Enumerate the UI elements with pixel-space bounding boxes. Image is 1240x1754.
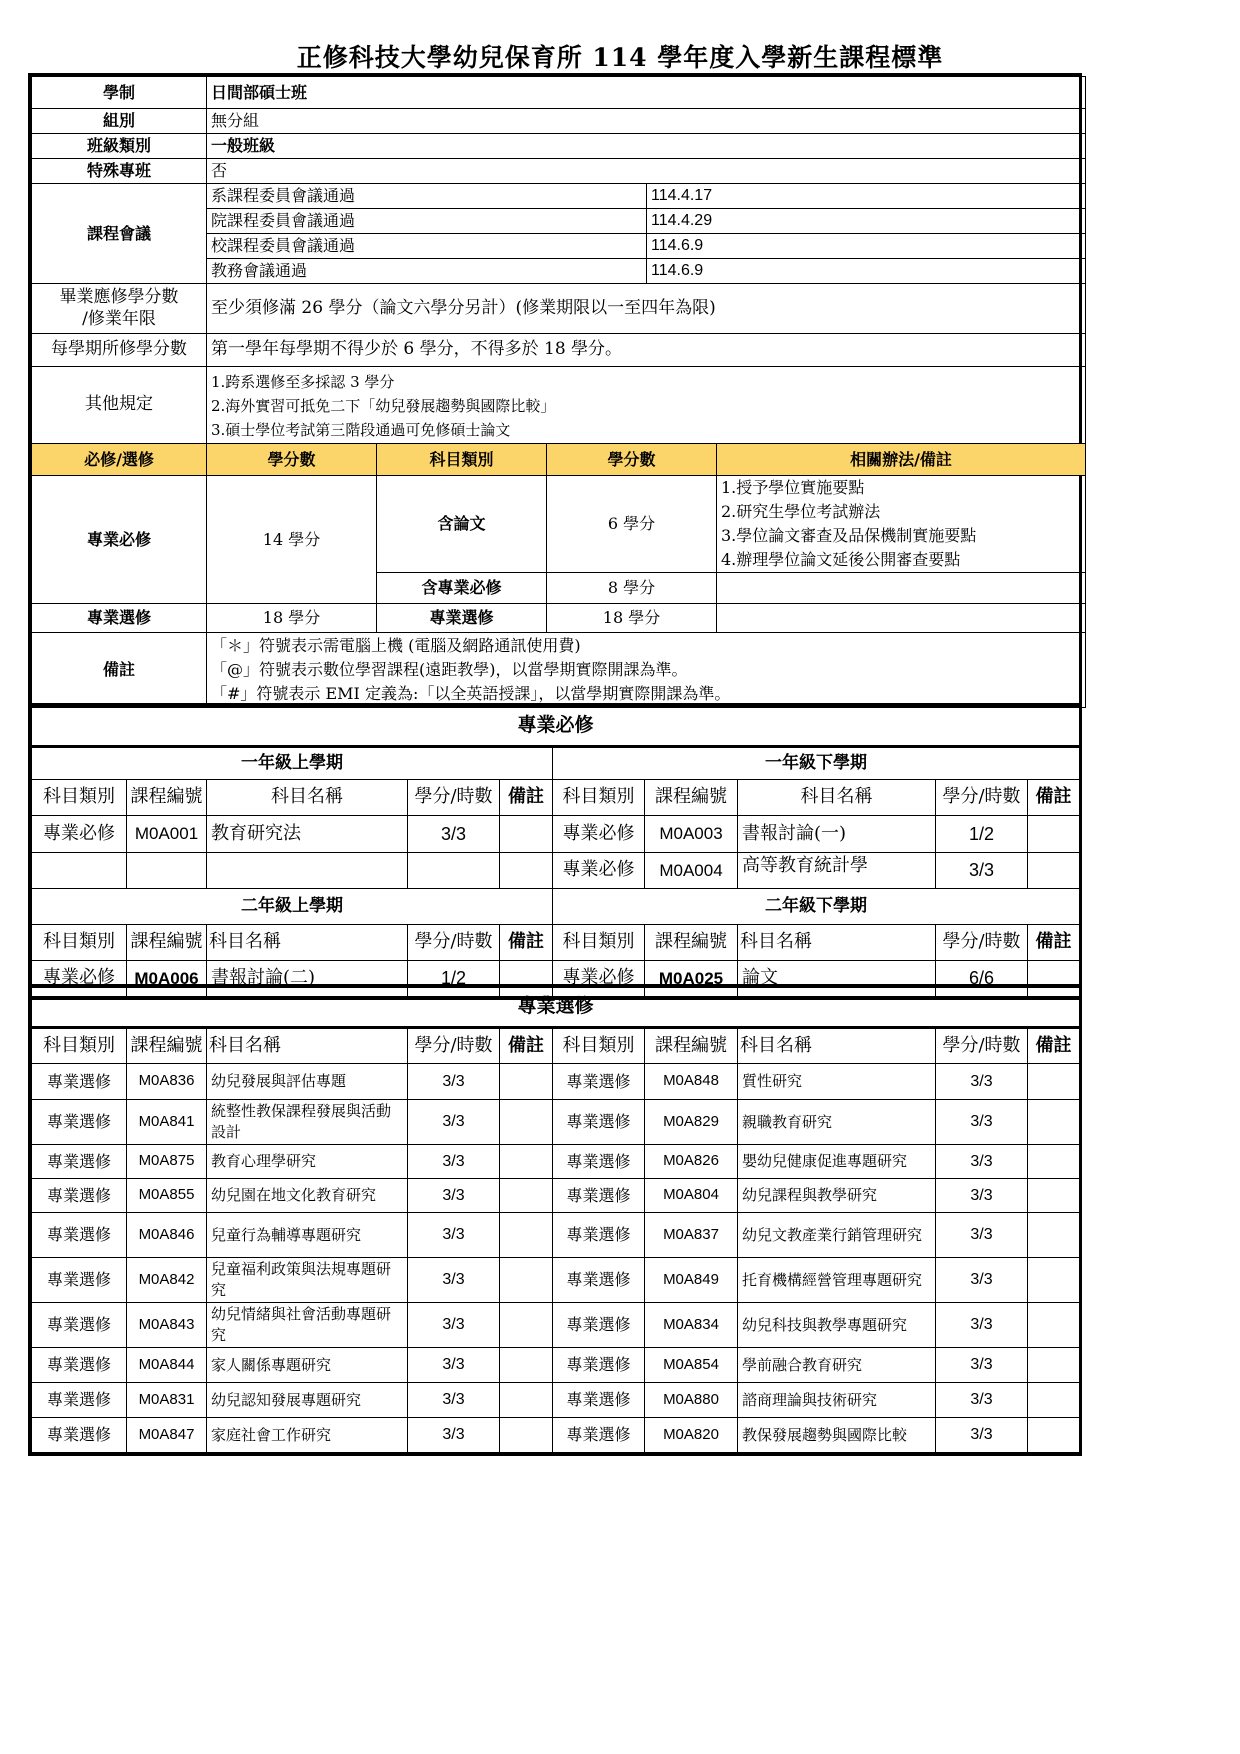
course-name: 幼兒園在地文化教育研究 bbox=[207, 1179, 408, 1213]
course-credits: 3/3 bbox=[936, 1064, 1028, 1100]
empty-cell bbox=[127, 853, 207, 889]
other-rule: 1.跨系選修至多採認 3 學分 bbox=[211, 372, 395, 391]
course-code: M0A849 bbox=[645, 1258, 738, 1303]
col-header: 課程編號 bbox=[645, 1028, 738, 1064]
course-row bbox=[32, 1258, 1080, 1303]
col-header: 課程編號 bbox=[127, 1028, 207, 1064]
y1-fall-title: 一年級上學期 bbox=[32, 747, 553, 780]
course-type: 專業選修 bbox=[32, 1064, 127, 1100]
summary-header: 相關辦法/備註 bbox=[717, 444, 1086, 476]
elective-sub-label: 專業選修 bbox=[377, 604, 547, 633]
course-type: 專業選修 bbox=[32, 1213, 127, 1258]
course-credits: 3/3 bbox=[408, 816, 500, 853]
per-semester-value: 第一學年每學期不得少於 6 學分，不得多於 18 學分。 bbox=[207, 334, 1086, 367]
elective-sub-credits: 18 學分 bbox=[547, 604, 717, 633]
note-item: 「＊」符號表示需電腦上機 (電腦及網路通訊使用費) bbox=[211, 636, 581, 655]
course-credits: 1/2 bbox=[408, 961, 500, 997]
meeting-label: 課程會議 bbox=[32, 184, 207, 284]
meeting-name: 校課程委員會議通過 bbox=[207, 234, 647, 259]
course-note bbox=[500, 1064, 553, 1100]
course-name: 幼兒科技與教學專題研究 bbox=[738, 1303, 936, 1348]
col-header: 科目類別 bbox=[553, 1028, 645, 1064]
course-credits: 3/3 bbox=[936, 1145, 1028, 1179]
course-row bbox=[32, 1303, 1080, 1348]
course-type: 專業必修 bbox=[32, 816, 127, 853]
summary-header-row bbox=[32, 444, 1086, 476]
required-sub-label: 含專業必修 bbox=[377, 573, 547, 604]
semester-title-row bbox=[32, 889, 1080, 925]
course-note bbox=[1028, 853, 1080, 889]
column-header-row bbox=[32, 1028, 1080, 1064]
row-graduation bbox=[32, 284, 1086, 334]
meeting-date: 114.6.9 bbox=[647, 234, 1086, 259]
course-name: 親職教育研究 bbox=[738, 1100, 936, 1145]
col-header: 科目名稱 bbox=[738, 925, 936, 961]
empty-cell bbox=[500, 853, 553, 889]
course-code: M0A875 bbox=[127, 1145, 207, 1179]
thesis-credits: 6 學分 bbox=[547, 476, 717, 573]
course-note bbox=[1028, 816, 1080, 853]
elective-courses-table bbox=[28, 984, 1082, 1456]
row-system bbox=[32, 77, 1086, 109]
course-row bbox=[32, 1100, 1080, 1145]
course-type: 專業選修 bbox=[553, 1348, 645, 1383]
row-class-type bbox=[32, 134, 1086, 159]
course-code: M0A004 bbox=[645, 853, 738, 889]
course-credits: 3/3 bbox=[936, 853, 1028, 889]
empty-cell bbox=[408, 853, 500, 889]
course-type: 專業必修 bbox=[553, 961, 645, 997]
course-credits: 1/2 bbox=[936, 816, 1028, 853]
course-note bbox=[500, 1348, 553, 1383]
course-credits: 3/3 bbox=[936, 1418, 1028, 1453]
course-credits: 3/3 bbox=[408, 1213, 500, 1258]
col-header: 學分/時數 bbox=[408, 780, 500, 816]
col-header: 備註 bbox=[500, 925, 553, 961]
course-credits: 3/3 bbox=[408, 1348, 500, 1383]
col-header: 學分/時數 bbox=[936, 925, 1028, 961]
notes-list bbox=[207, 633, 1086, 708]
empty-cell bbox=[207, 853, 408, 889]
course-note bbox=[500, 1179, 553, 1213]
course-note bbox=[500, 1258, 553, 1303]
course-credits: 3/3 bbox=[408, 1258, 500, 1303]
course-note bbox=[1028, 1303, 1080, 1348]
required-label: 專業必修 bbox=[32, 476, 207, 604]
course-note bbox=[500, 1100, 553, 1145]
course-note bbox=[500, 1383, 553, 1418]
course-note bbox=[1028, 1145, 1080, 1179]
col-header: 備註 bbox=[1028, 780, 1080, 816]
group-label: 組別 bbox=[32, 109, 207, 134]
y1-spring-title: 一年級下學期 bbox=[553, 747, 1080, 780]
course-name: 論文 bbox=[738, 961, 936, 997]
course-type: 專業選修 bbox=[553, 1100, 645, 1145]
curriculum-info-table bbox=[28, 73, 1082, 708]
course-name: 托育機構經營管理專題研究 bbox=[738, 1258, 936, 1303]
course-credits: 3/3 bbox=[408, 1179, 500, 1213]
empty-cell bbox=[32, 853, 127, 889]
course-type: 專業選修 bbox=[553, 1064, 645, 1100]
course-type: 專業選修 bbox=[32, 1145, 127, 1179]
summary-elective-row bbox=[32, 604, 1086, 633]
course-type: 專業選修 bbox=[32, 1303, 127, 1348]
course-name: 幼兒認知發展專題研究 bbox=[207, 1383, 408, 1418]
course-name: 質性研究 bbox=[738, 1064, 936, 1100]
col-header: 學分/時數 bbox=[408, 1028, 500, 1064]
meeting-name: 教務會議通過 bbox=[207, 259, 647, 284]
col-header: 科目名稱 bbox=[207, 780, 408, 816]
course-row bbox=[32, 816, 1080, 853]
summary-header: 必修/選修 bbox=[32, 444, 207, 476]
y2-spring-title: 二年級下學期 bbox=[553, 889, 1080, 925]
summary-header: 學分數 bbox=[207, 444, 377, 476]
course-type: 專業選修 bbox=[32, 1418, 127, 1453]
col-header: 備註 bbox=[500, 1028, 553, 1064]
course-name: 幼兒發展與評估專題 bbox=[207, 1064, 408, 1100]
graduation-label bbox=[32, 284, 207, 334]
note-item: 「@」符號表示數位學習課程(遠距教學)，以當學期實際開課為準。 bbox=[211, 660, 688, 679]
col-header: 科目類別 bbox=[32, 1028, 127, 1064]
required-sub-credits: 8 學分 bbox=[547, 573, 717, 604]
course-note bbox=[1028, 1213, 1080, 1258]
required-courses-table bbox=[28, 703, 1082, 1000]
course-name: 統整性教保課程發展與活動設計 bbox=[207, 1100, 408, 1145]
course-credits: 3/3 bbox=[408, 1303, 500, 1348]
course-code: M0A847 bbox=[127, 1418, 207, 1453]
course-type: 專業必修 bbox=[553, 853, 645, 889]
course-credits: 3/3 bbox=[936, 1213, 1028, 1258]
col-header: 課程編號 bbox=[127, 925, 207, 961]
course-code: M0A846 bbox=[127, 1213, 207, 1258]
course-note bbox=[1028, 1179, 1080, 1213]
other-rules-list bbox=[207, 367, 1086, 444]
notes-row bbox=[32, 633, 1086, 708]
thesis-label: 含論文 bbox=[377, 476, 547, 573]
elective-section-title-row bbox=[32, 988, 1080, 1028]
column-header-row bbox=[32, 925, 1080, 961]
course-credits: 3/3 bbox=[936, 1100, 1028, 1145]
course-row bbox=[32, 1064, 1080, 1100]
course-note bbox=[500, 816, 553, 853]
empty-cell bbox=[717, 573, 1086, 604]
col-header: 課程編號 bbox=[645, 925, 738, 961]
course-name: 諮商理論與技術研究 bbox=[738, 1383, 936, 1418]
required-section-title-row bbox=[32, 707, 1080, 747]
course-name: 學前融合教育研究 bbox=[738, 1348, 936, 1383]
col-header: 備註 bbox=[1028, 925, 1080, 961]
required-section-title: 專業必修 bbox=[32, 707, 1080, 747]
course-name: 幼兒文教產業行銷管理研究 bbox=[738, 1213, 936, 1258]
page-title: 正修科技大學幼兒保育所 114 學年度入學新生課程標準 bbox=[296, 43, 944, 72]
course-type: 專業選修 bbox=[32, 1179, 127, 1213]
course-note bbox=[1028, 1348, 1080, 1383]
system-label: 學制 bbox=[32, 77, 207, 109]
meeting-name: 院課程委員會議通過 bbox=[207, 209, 647, 234]
course-code: M0A855 bbox=[127, 1179, 207, 1213]
course-row bbox=[32, 1418, 1080, 1453]
course-type: 專業選修 bbox=[553, 1303, 645, 1348]
special-label: 特殊專班 bbox=[32, 159, 207, 184]
required-credits: 14 學分 bbox=[207, 476, 377, 604]
note-item: 「#」符號表示 EMI 定義為:「以全英語授課」，以當學期實際開課為準。 bbox=[211, 684, 731, 703]
course-name: 兒童福利政策與法規專題研究 bbox=[207, 1258, 408, 1303]
course-row bbox=[32, 1213, 1080, 1258]
col-header: 科目名稱 bbox=[738, 780, 936, 816]
course-name: 書報討論(一) bbox=[738, 816, 936, 853]
course-code: M0A880 bbox=[645, 1383, 738, 1418]
col-header: 備註 bbox=[1028, 1028, 1080, 1064]
course-credits: 3/3 bbox=[408, 1100, 500, 1145]
col-header: 科目名稱 bbox=[207, 1028, 408, 1064]
course-type: 專業選修 bbox=[553, 1258, 645, 1303]
empty-cell bbox=[717, 604, 1086, 633]
row-other-rules bbox=[32, 367, 1086, 444]
col-header: 科目名稱 bbox=[207, 925, 408, 961]
course-code: M0A837 bbox=[645, 1213, 738, 1258]
course-code: M0A834 bbox=[645, 1303, 738, 1348]
summary-header: 科目類別 bbox=[377, 444, 547, 476]
row-per-semester bbox=[32, 334, 1086, 367]
col-header: 學分/時數 bbox=[936, 780, 1028, 816]
course-name: 嬰幼兒健康促進專題研究 bbox=[738, 1145, 936, 1179]
course-name: 書報討論(二) bbox=[207, 961, 408, 997]
col-header: 課程編號 bbox=[127, 780, 207, 816]
regulation-item: 1.授予學位實施要點 bbox=[721, 478, 865, 497]
course-note bbox=[500, 1418, 553, 1453]
course-code: M0A820 bbox=[645, 1418, 738, 1453]
course-row bbox=[32, 1145, 1080, 1179]
course-type: 專業選修 bbox=[32, 1258, 127, 1303]
course-code: M0A001 bbox=[127, 816, 207, 853]
y2-fall-title: 二年級上學期 bbox=[32, 889, 553, 925]
graduation-label-line2: /修業年限 bbox=[82, 308, 156, 329]
course-credits: 3/3 bbox=[936, 1179, 1028, 1213]
course-name: 兒童行為輔導專題研究 bbox=[207, 1213, 408, 1258]
course-note bbox=[1028, 1383, 1080, 1418]
group-value: 無分組 bbox=[207, 109, 1086, 134]
column-header-row bbox=[32, 780, 1080, 816]
col-header: 科目名稱 bbox=[738, 1028, 936, 1064]
notes-label: 備註 bbox=[32, 633, 207, 708]
other-rule: 2.海外實習可抵免二下「幼兒發展趨勢與國際比較」 bbox=[211, 396, 556, 415]
course-type: 專業選修 bbox=[32, 1383, 127, 1418]
course-code: M0A006 bbox=[127, 961, 207, 997]
col-header: 科目類別 bbox=[553, 780, 645, 816]
course-note bbox=[500, 1145, 553, 1179]
special-value: 否 bbox=[207, 159, 1086, 184]
course-name: 教保發展趨勢與國際比較 bbox=[738, 1418, 936, 1453]
course-credits: 3/3 bbox=[936, 1383, 1028, 1418]
col-header: 科目類別 bbox=[553, 925, 645, 961]
meeting-date: 114.4.17 bbox=[647, 184, 1086, 209]
meeting-row bbox=[32, 184, 1086, 209]
regulation-item: 3.學位論文審查及品保機制實施要點 bbox=[721, 526, 977, 545]
course-name: 家庭社會工作研究 bbox=[207, 1418, 408, 1453]
row-special bbox=[32, 159, 1086, 184]
course-code: M0A842 bbox=[127, 1258, 207, 1303]
course-credits: 3/3 bbox=[408, 1064, 500, 1100]
summary-header: 學分數 bbox=[547, 444, 717, 476]
course-credits: 3/3 bbox=[936, 1303, 1028, 1348]
course-credits: 3/3 bbox=[936, 1348, 1028, 1383]
course-type: 專業選修 bbox=[32, 1100, 127, 1145]
graduation-label-line1: 畢業應修學分數 bbox=[59, 287, 179, 308]
course-type: 專業選修 bbox=[553, 1383, 645, 1418]
course-type: 專業選修 bbox=[32, 1348, 127, 1383]
regulation-item: 2.研究生學位考試辦法 bbox=[721, 502, 881, 521]
per-semester-label: 每學期所修學分數 bbox=[32, 334, 207, 367]
course-code: M0A829 bbox=[645, 1100, 738, 1145]
course-name: 高等教育統計學 bbox=[738, 853, 936, 889]
graduation-value: 至少須修滿 26 學分（論文六學分另計）(修業期限以一至四年為限) bbox=[207, 284, 1086, 334]
course-note bbox=[500, 1213, 553, 1258]
col-header: 備註 bbox=[500, 780, 553, 816]
course-code: M0A003 bbox=[645, 816, 738, 853]
semester-title-row bbox=[32, 747, 1080, 780]
course-credits: 3/3 bbox=[408, 1418, 500, 1453]
course-name: 教育心理學研究 bbox=[207, 1145, 408, 1179]
course-name: 教育研究法 bbox=[207, 816, 408, 853]
course-type: 專業選修 bbox=[553, 1145, 645, 1179]
course-row bbox=[32, 1348, 1080, 1383]
row-group bbox=[32, 109, 1086, 134]
course-code: M0A844 bbox=[127, 1348, 207, 1383]
course-code: M0A841 bbox=[127, 1100, 207, 1145]
meeting-name: 系課程委員會議通過 bbox=[207, 184, 647, 209]
course-note bbox=[1028, 1418, 1080, 1453]
course-type: 專業選修 bbox=[553, 1418, 645, 1453]
course-name: 幼兒課程與教學研究 bbox=[738, 1179, 936, 1213]
course-code: M0A831 bbox=[127, 1383, 207, 1418]
elective-label: 專業選修 bbox=[32, 604, 207, 633]
other-rules-label: 其他規定 bbox=[32, 367, 207, 444]
summary-required-row bbox=[32, 476, 1086, 573]
course-code: M0A804 bbox=[645, 1179, 738, 1213]
meeting-date: 114.4.29 bbox=[647, 209, 1086, 234]
course-code: M0A848 bbox=[645, 1064, 738, 1100]
course-credits: 6/6 bbox=[936, 961, 1028, 997]
other-rule: 3.碩士學位考試第三階段通過可免修碩士論文 bbox=[211, 420, 511, 439]
course-code: M0A843 bbox=[127, 1303, 207, 1348]
col-header: 學分/時數 bbox=[936, 1028, 1028, 1064]
col-header: 科目類別 bbox=[32, 925, 127, 961]
elective-credits: 18 學分 bbox=[207, 604, 377, 633]
course-name: 家人關係專題研究 bbox=[207, 1348, 408, 1383]
regulation-item: 4.辦理學位論文延後公開審查要點 bbox=[721, 550, 961, 569]
course-note bbox=[1028, 1064, 1080, 1100]
course-code: M0A854 bbox=[645, 1348, 738, 1383]
course-name: 幼兒情緒與社會活動專題研究 bbox=[207, 1303, 408, 1348]
course-note bbox=[1028, 1100, 1080, 1145]
class-type-label: 班級類別 bbox=[32, 134, 207, 159]
regulations-list bbox=[717, 476, 1086, 573]
class-type-value: 一般班級 bbox=[207, 134, 1086, 159]
course-type: 專業選修 bbox=[553, 1213, 645, 1258]
course-note bbox=[500, 1303, 553, 1348]
col-header: 學分/時數 bbox=[408, 925, 500, 961]
course-row bbox=[32, 1179, 1080, 1213]
course-row bbox=[32, 853, 1080, 889]
col-header: 課程編號 bbox=[645, 780, 738, 816]
system-value: 日間部碩士班 bbox=[207, 77, 1086, 109]
course-type: 專業必修 bbox=[553, 816, 645, 853]
course-credits: 3/3 bbox=[408, 1145, 500, 1179]
course-row bbox=[32, 1383, 1080, 1418]
col-header: 科目類別 bbox=[32, 780, 127, 816]
course-type: 專業選修 bbox=[553, 1179, 645, 1213]
meeting-date: 114.6.9 bbox=[647, 259, 1086, 284]
course-credits: 3/3 bbox=[408, 1383, 500, 1418]
course-code: M0A826 bbox=[645, 1145, 738, 1179]
course-note bbox=[1028, 1258, 1080, 1303]
course-code: M0A025 bbox=[645, 961, 738, 997]
elective-section-title: 專業選修 bbox=[32, 988, 1080, 1028]
course-code: M0A836 bbox=[127, 1064, 207, 1100]
course-type: 專業必修 bbox=[32, 961, 127, 997]
course-credits: 3/3 bbox=[936, 1258, 1028, 1303]
